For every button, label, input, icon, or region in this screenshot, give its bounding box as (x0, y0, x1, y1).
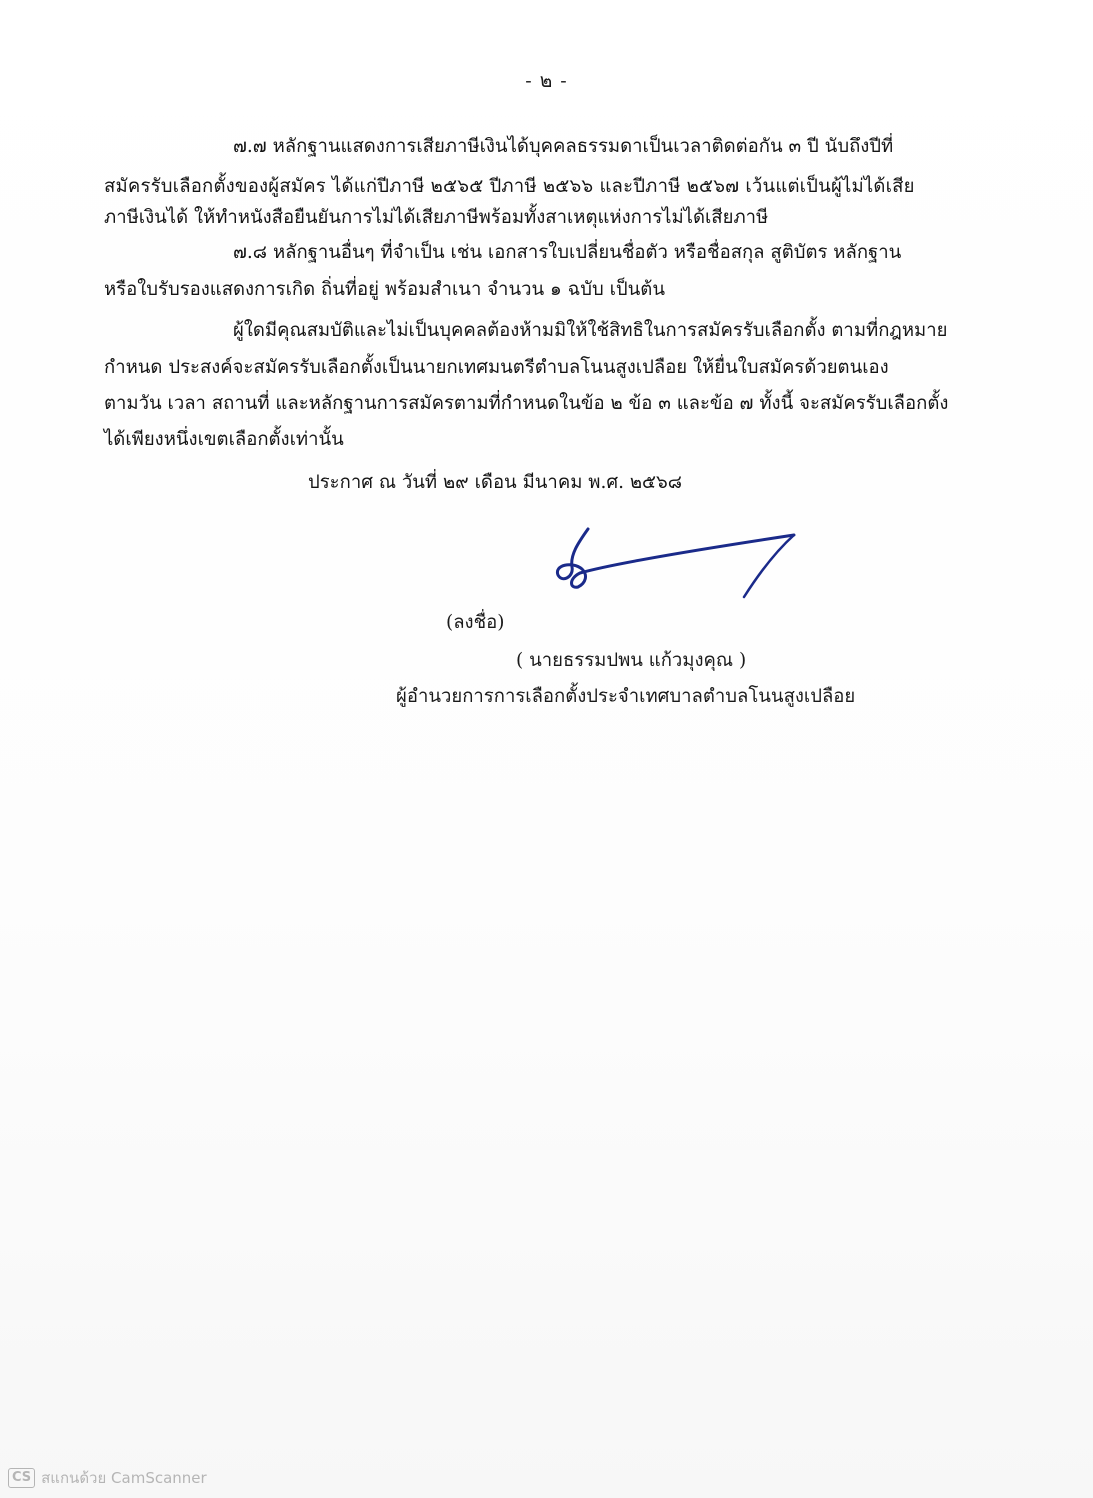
paragraph-7-8-line-2: หรือใบรับรองแสดงการเกิด ถิ่นที่อยู่ พร้อมสำเนา จำนวน ๑ ฉบับ เป็นต้น (104, 279, 665, 300)
camscanner-text: สแกนด้วย CamScanner (41, 1469, 207, 1487)
signatory-name: ( นายธรรมปพน แก้วมุงคุณ ) (516, 650, 747, 671)
eligibility-line-4: ได้เพียงหนึ่งเขตเลือกตั้งเท่านั้น (104, 429, 344, 450)
page-number: - ๒ - (525, 70, 568, 92)
handwritten-signature (548, 525, 808, 605)
paragraph-text: ๗.๗ หลักฐานแสดงการเสียภาษีเงินได้บุคคลธรรมดาเป็นเวลาติดต่อกัน ๓ ปี นับถึงปีที่ (233, 136, 894, 157)
paragraph-7-7-line-3: ภาษีเงินได้ ให้ทำหนังสือยืนยันการไม่ได้เสียภาษีพร้อมทั้งสาเหตุแห่งการไม่ได้เสียภาษี (104, 207, 769, 228)
paragraph-7-7-line-2: สมัครรับเลือกตั้งของผู้สมัคร ได้แก่ปีภาษี ๒๕๖๕ ปีภาษี ๒๕๖๖ และปีภาษี ๒๕๖๗ เว้นแต่เป็นผู้ไม่ได้เสีย (104, 176, 915, 197)
paragraph-7-7-line-1 (233, 134, 970, 160)
signatory-position: ผู้อำนวยการการเลือกตั้งประจำเทศบาลตำบลโนนสูงเปลือย (396, 686, 856, 707)
camscanner-watermark (8, 1466, 207, 1490)
camscanner-logo-icon: CS (8, 1468, 35, 1488)
announcement-date: ประกาศ ณ วันที่ ๒๙ เดือน มีนาคม พ.ศ. ๒๕๖๘ (308, 472, 683, 493)
eligibility-line-2: กำหนด ประสงค์จะสมัครรับเลือกตั้งเป็นนายกเทศมนตรีตำบลโนนสูงเปลือย ให้ยื่นใบสมัครด้วยตนเอง (104, 357, 889, 378)
paragraph-7-8-line-1: ๗.๘ หลักฐานอื่นๆ ที่จำเป็น เช่น เอกสารใบเปลี่ยนชื่อตัว หรือชื่อสกุล สูติบัตร หลักฐาน (233, 242, 902, 263)
eligibility-line-1: ผู้ใดมีคุณสมบัติและไม่เป็นบุคคลต้องห้ามมิให้ใช้สิทธิในการสมัครรับเลือกตั้ง ตามที่กฎหมาย (233, 320, 948, 341)
signature-label: (ลงชื่อ) (446, 612, 505, 633)
eligibility-line-3: ตามวัน เวลา สถานที่ และหลักฐานการสมัครตามที่กำหนดในข้อ ๒ ข้อ ๓ และข้อ ๗ ทั้งนี้ จะสมัครรับเลือกตั้ง (104, 393, 949, 414)
